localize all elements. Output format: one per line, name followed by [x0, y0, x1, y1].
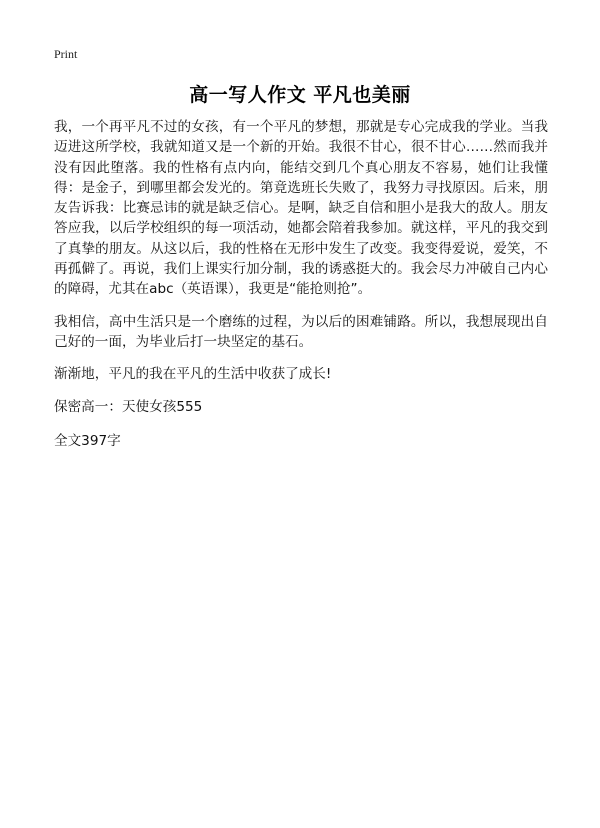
author-line: 保密高一：天使女孩555: [54, 398, 203, 415]
article-title: 高一写人作文 平凡也美丽: [189, 84, 411, 106]
article-paragraph: 我，一个再平凡不过的女孩，有一个平凡的梦想，那就是专心完成我的学业。当我迈进这所学校，我就知道又是一个新的开始。我很不甘心，很不甘心……然而我并没有因此堕落。我的性格有点内向，能结交到几个真心朋友不容易，她们让我懂得：是金子，到哪里都会发光的。第竟选班长失败了，我努力寻找原因。后来，朋友告诉我：比赛忌讳的就是缺乏信心。是啊，缺乏自信和胆小是我大的敌人。朋友答应我，以后学校组织的每一项活动，她都会陪着我参加。就这样，平凡的我交到了真挚的朋友。从这以后，我的性格在无形中发生了改变。我变得爱说，爱笑，不再孤僻了。再说，我们上课实行加分制，我的诱惑挺大的。我会尽力冲破自己内心的障碍，尤其在abc（英语课），我更是“能抢则抢”。: [54, 119, 548, 298]
article-body: [54, 117, 548, 465]
article-paragraph: 渐渐地，平凡的我在平凡的生活中收获了成长!: [54, 366, 332, 383]
print-link[interactable]: Print: [54, 47, 78, 61]
word-count: 全文397字: [54, 432, 121, 449]
article-paragraph: 我相信，高中生活只是一个磨练的过程，为以后的困难铺路。所以，我想展现出自己好的一面，为毕业后打一块坚定的基石。: [54, 313, 548, 350]
